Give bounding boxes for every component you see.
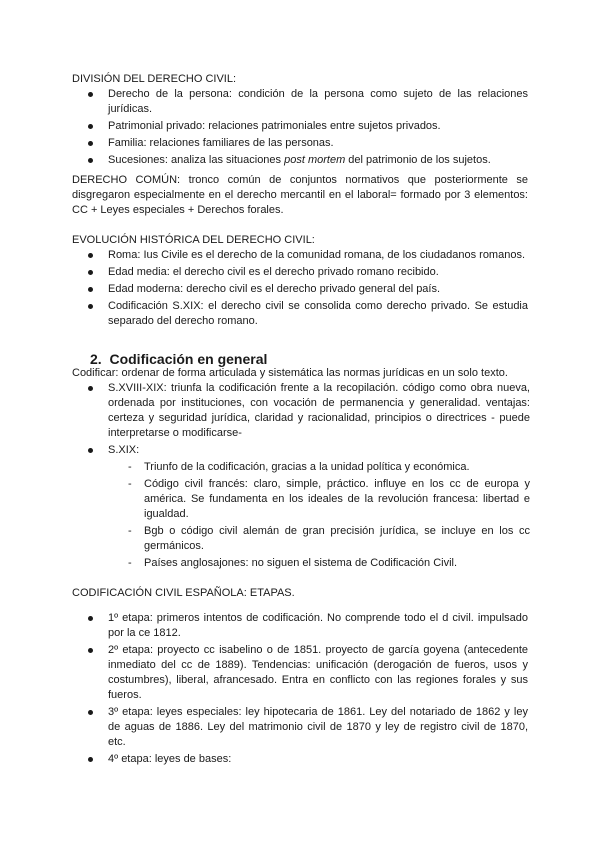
dash-icon: - (128, 461, 132, 473)
list-item: 2º etapa: proyecto cc isabelino o de 1851. proyecto de garcía goyena (antecedente inmediato del cc de 1889). Tendencias: unificación (derogación de fueros, usos y costumbres), liberal, afrancesado. Entra en conflicto con las regiones forales y sus fueros. (72, 643, 528, 703)
bullet-icon (88, 287, 93, 292)
bullet-icon (88, 124, 93, 129)
list-item: 4º etapa: leyes de bases: (72, 752, 528, 767)
list-item: 1º etapa: primeros intentos de codificación. No comprende todo el d civil. impulsado por la ce 1812. (72, 611, 528, 641)
bullet-icon (88, 253, 93, 258)
bullet-icon (88, 141, 93, 146)
dash-icon: - (128, 525, 132, 537)
derecho-comun-paragraph: DERECHO COMÚN: tronco común de conjuntos normativos que posteriormente se disgregaron especialmente en el derecho mercantil en el laboral= formado por 3 elementos: CC + Leyes especiales + Derechos forales. (72, 174, 528, 216)
list-item: Derecho de la persona: condición de la persona como sujeto de las relaciones jurídicas. (72, 87, 528, 117)
division-section (72, 72, 528, 170)
bullet-icon (88, 710, 93, 715)
list-item: S.XVIII-XIX: triunfa la codificación frente a la recopilación. código como obra nueva, ordenada por instituciones, con vocación de permanencia y generalidad. ventajas: certeza y seguridad jurídica, claridad y racionalidad, principios o directrices - puede interpretarse o modificarse- (72, 381, 530, 441)
sxix-sublist (108, 460, 530, 571)
list-item: Edad moderna: derecho civil es el derecho privado general del país. (72, 282, 528, 297)
sub-list-item: - Código civil francés: claro, simple, práctico. influye en los cc de europa y américa. Se fundamenta en los ideales de la revolución francesa: libertad e igualdad. (128, 478, 530, 520)
list-item: 3º etapa: leyes especiales: ley hipotecaria de 1861. Ley del notariado de 1862 y ley de aguas de 1886. Ley del matrimonio civil de 1870 y ley de registro civil de 1870, etc. (72, 705, 528, 750)
bullet-icon (88, 304, 93, 309)
sub-list-item: - Países anglosajones: no siguen el sistema de Codificación Civil. (128, 557, 458, 569)
bullet-icon (88, 158, 93, 163)
codificacion-section (72, 366, 530, 573)
dash-icon: - (128, 478, 132, 490)
section-number: 2. (90, 351, 102, 367)
bullet-icon (88, 757, 93, 762)
evolucion-section (72, 233, 528, 331)
espanola-list (72, 611, 528, 767)
bullet-icon (88, 448, 93, 453)
list-item: Codificación S.XIX: el derecho civil se consolida como derecho privado. Se estudia separado del derecho romano. (72, 299, 528, 329)
bullet-icon (88, 616, 93, 621)
sub-list-item: - Bgb o código civil alemán de gran precisión jurídica, se incluye en los cc germánicos. (128, 525, 530, 552)
division-list (72, 87, 528, 168)
list-item: Patrimonial privado: relaciones patrimoniales entre sujetos privados. (72, 119, 528, 134)
codificacion-list (72, 381, 530, 571)
dash-icon: - (128, 557, 132, 569)
bullet-icon (88, 386, 93, 391)
sub-list-item: - Triunfo de la codificación, gracias a la unidad política y económica. (128, 461, 470, 473)
division-heading: DIVISIÓN DEL DERECHO CIVIL: (72, 73, 237, 85)
bullet-icon (88, 92, 93, 97)
evolucion-heading: EVOLUCIÓN HISTÓRICA DEL DERECHO CIVIL: (72, 234, 315, 246)
bullet-icon (88, 270, 93, 275)
list-item: S.XIX: - Triunfo de la codificación, gracias a la unidad política y económica. - Código civil francés: claro, simple, práctico. influye en los cc de europa y américa. Se fundamenta en los ideales de la revolución francesa: libertad e igualdad. - Bgb o código civil alemán de gran precisión jurídica, se incluye en los cc germánicos. - Países anglosajones: no siguen el sistema de Codificación Civil. (72, 443, 530, 571)
codificar-definition: Codificar: ordenar de forma articulada y sistemática las normas jurídicas en un solo texto. (72, 367, 508, 379)
list-item: Sucesiones: analiza las situaciones post mortem del patrimonio de los sujetos. (72, 153, 528, 168)
section-title-text: Codificación en general (109, 351, 268, 367)
evolucion-list (72, 248, 528, 329)
list-item: Edad media: el derecho civil es el derecho privado romano recibido. (72, 265, 528, 280)
bullet-icon (88, 648, 93, 653)
list-item: Roma: Ius Civile es el derecho de la comunidad romana, de los ciudadanos romanos. (72, 248, 528, 263)
list-item: Familia: relaciones familiares de las personas. (72, 136, 528, 151)
espanola-section (72, 611, 528, 769)
espanola-heading: CODIFICACIÓN CIVIL ESPAÑOLA: ETAPAS. (72, 587, 295, 599)
latin-term: post mortem (284, 154, 346, 166)
